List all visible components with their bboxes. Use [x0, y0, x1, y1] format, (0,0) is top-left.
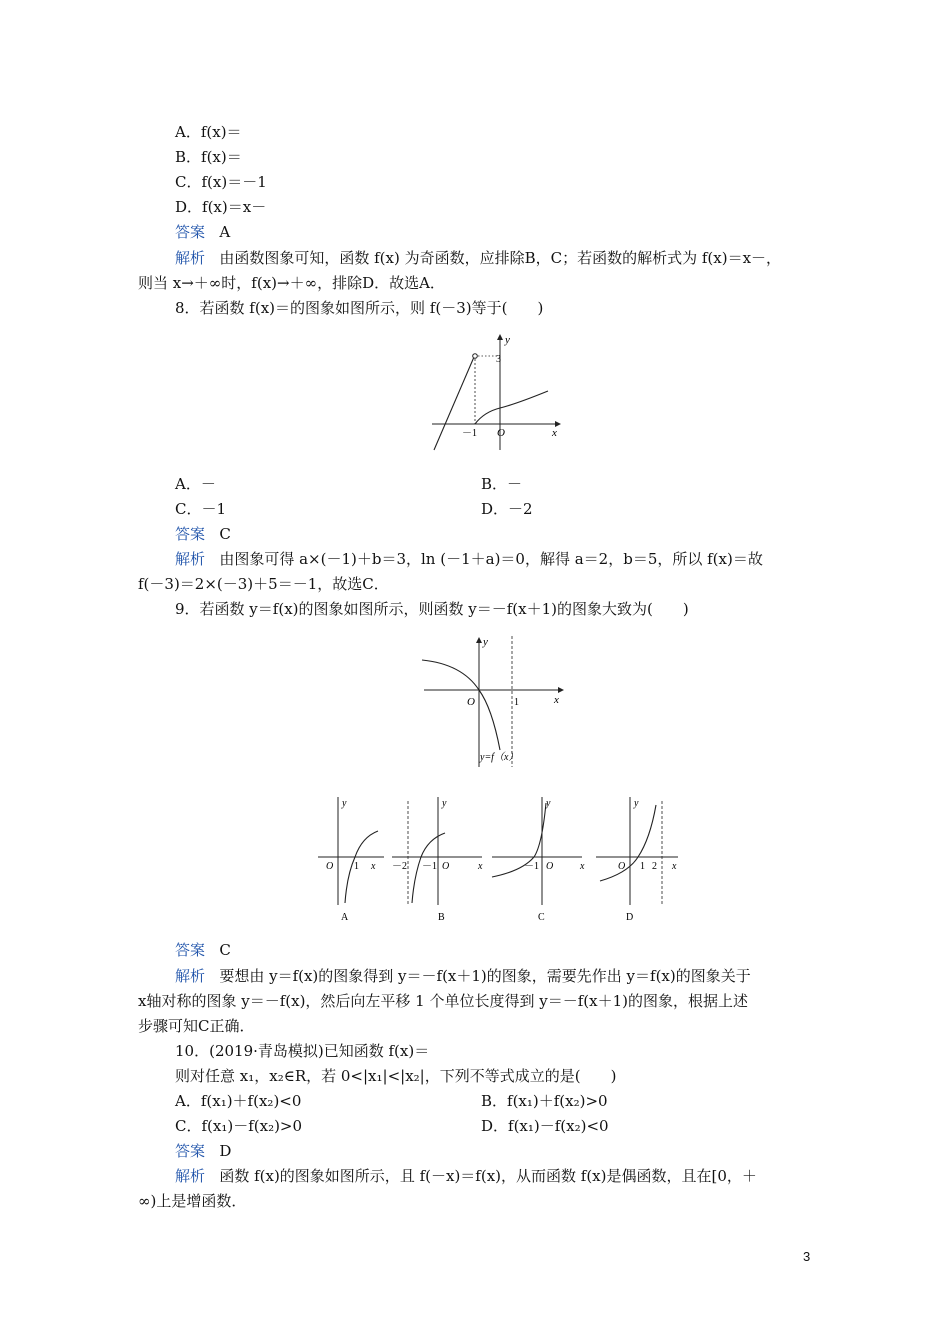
svg-text:y: y	[342, 798, 347, 809]
answer-value: C	[219, 525, 231, 543]
q9-analysis-line-3: 步骤可知C正确．	[138, 1017, 255, 1035]
q9-choice-b-graph	[390, 793, 490, 925]
q8-option-b: B．－	[481, 475, 523, 493]
open-endpoint	[473, 354, 478, 359]
y-label: y	[505, 334, 510, 346]
tick-1: 1	[514, 697, 519, 708]
q9-main-graph	[420, 632, 570, 770]
analysis-label: 解析	[175, 249, 206, 267]
svg-text:－1: －1	[524, 861, 539, 872]
q10-option-b: B．f(x₁)＋f(x₂)>0	[481, 1092, 608, 1110]
curve-label: y=f（x）	[480, 752, 519, 763]
svg-text:－1: －1	[422, 861, 437, 872]
q7-option-a: A．f(x)＝	[175, 123, 242, 141]
q9-stem: 9．若函数 y＝f(x)的图象如图所示，则函数 y＝－f(x＋1)的图象大致为( )	[175, 600, 689, 618]
q7-analysis-line-1	[175, 248, 781, 268]
choice-label: D	[626, 912, 634, 923]
answer-label: 答案	[175, 525, 206, 543]
svg-text:x: x	[371, 861, 376, 872]
q9-choice-d-graph	[594, 793, 684, 925]
svg-text:O: O	[326, 861, 334, 872]
svg-text:x: x	[580, 861, 585, 872]
y-label: y	[483, 636, 488, 648]
svg-text:O: O	[442, 861, 450, 872]
answer-value: C	[219, 941, 231, 959]
q8-analysis-line-2: f(－3)＝2×(－3)＋5＝－1，故选C．	[138, 575, 389, 593]
svg-text:x: x	[672, 861, 677, 872]
log-piece	[475, 391, 548, 424]
analysis-text: 由图象可得 a×(－1)＋b＝3，ln (－1＋a)＝0，解得 a＝2，b＝5，所以 f(x)＝故	[219, 550, 763, 568]
tick-neg1: －1	[462, 428, 477, 439]
answer-label: 答案	[175, 941, 206, 959]
q7-option-b: B．f(x)＝	[175, 148, 242, 166]
q8-analysis-line-1	[175, 549, 763, 569]
svg-text:O: O	[618, 861, 626, 872]
tick-3: 3	[496, 354, 501, 365]
analysis-text: 函数 f(x)的图象如图所示，且 f(－x)＝f(x)，从而函数 f(x)是偶函数，且在[0，＋	[219, 1167, 757, 1185]
svg-text:－2: －2	[392, 861, 407, 872]
choice-label: B	[438, 912, 445, 923]
q8-graph	[428, 330, 568, 455]
q8-answer	[175, 524, 231, 544]
q9-choice-a-graph	[316, 793, 388, 925]
q8-option-d: D．－2	[481, 500, 533, 518]
q9-choice-c-graph	[490, 793, 590, 925]
analysis-label: 解析	[175, 550, 206, 568]
x-label: x	[552, 427, 557, 439]
svg-text:O: O	[546, 861, 554, 872]
q9-answer	[175, 940, 231, 960]
origin-label: O	[467, 696, 475, 708]
choice-label: C	[538, 912, 545, 923]
q8-option-a: A．－	[175, 475, 216, 493]
svg-text:1: 1	[640, 861, 645, 872]
q10-stem-1: 10．(2019·青岛模拟)已知函数 f(x)＝	[175, 1042, 430, 1060]
svg-text:y: y	[546, 798, 551, 809]
x-label: x	[554, 694, 559, 706]
q10-stem-2: 则对任意 x₁，x₂∈R，若 0<|x₁|<|x₂|，下列不等式成立的是( )	[175, 1067, 617, 1085]
q10-option-d: D．f(x₁)－f(x₂)<0	[481, 1117, 609, 1135]
svg-text:y: y	[634, 798, 639, 809]
q10-analysis-line-1	[175, 1166, 757, 1186]
analysis-text: 由函数图象可知，函数 f(x) 为奇函数，应排除B，C；若函数的解析式为 f(x)＝x－，	[219, 249, 782, 267]
q7-analysis-line-2: 则当 x→＋∞时，f(x)→＋∞，排除D．故选A．	[138, 274, 445, 292]
q8-option-c: C．－1	[175, 500, 227, 518]
q7-answer	[175, 222, 230, 242]
svg-text:x: x	[478, 861, 483, 872]
q10-option-c: C．f(x₁)－f(x₂)>0	[175, 1117, 303, 1135]
curve-f	[422, 660, 500, 750]
q10-answer	[175, 1141, 231, 1161]
q10-analysis-line-2: ∞)上是增函数．	[138, 1192, 247, 1210]
q8-stem: 8．若函数 f(x)＝的图象如图所示，则 f(－3)等于( )	[175, 299, 544, 317]
q7-option-d: D．f(x)＝x－	[175, 198, 267, 216]
q7-option-c: C．f(x)＝－1	[175, 173, 267, 191]
answer-value: A	[219, 223, 231, 241]
svg-text:1: 1	[354, 861, 359, 872]
q9-analysis-line-2: x轴对称的图象 y＝－f(x)，然后向左平移 1 个单位长度得到 y＝－f(x＋1)的图象，根据上述	[138, 992, 749, 1010]
curve	[600, 805, 656, 881]
analysis-label: 解析	[175, 1167, 206, 1185]
page-number: 3	[803, 1249, 811, 1264]
analysis-label: 解析	[175, 967, 206, 985]
analysis-text: 要想由 y＝f(x)的图象得到 y＝－f(x＋1)的图象，需要先作出 y＝f(x)的图象关于	[219, 967, 751, 985]
q10-option-a: A．f(x₁)＋f(x₂)<0	[175, 1092, 302, 1110]
svg-text:2: 2	[652, 861, 657, 872]
choice-label: A	[341, 912, 349, 923]
q9-analysis-line-1	[175, 966, 751, 986]
svg-text:y: y	[442, 798, 447, 809]
answer-label: 答案	[175, 1142, 206, 1160]
origin-label: O	[497, 427, 505, 439]
answer-label: 答案	[175, 223, 206, 241]
answer-value: D	[219, 1142, 232, 1160]
